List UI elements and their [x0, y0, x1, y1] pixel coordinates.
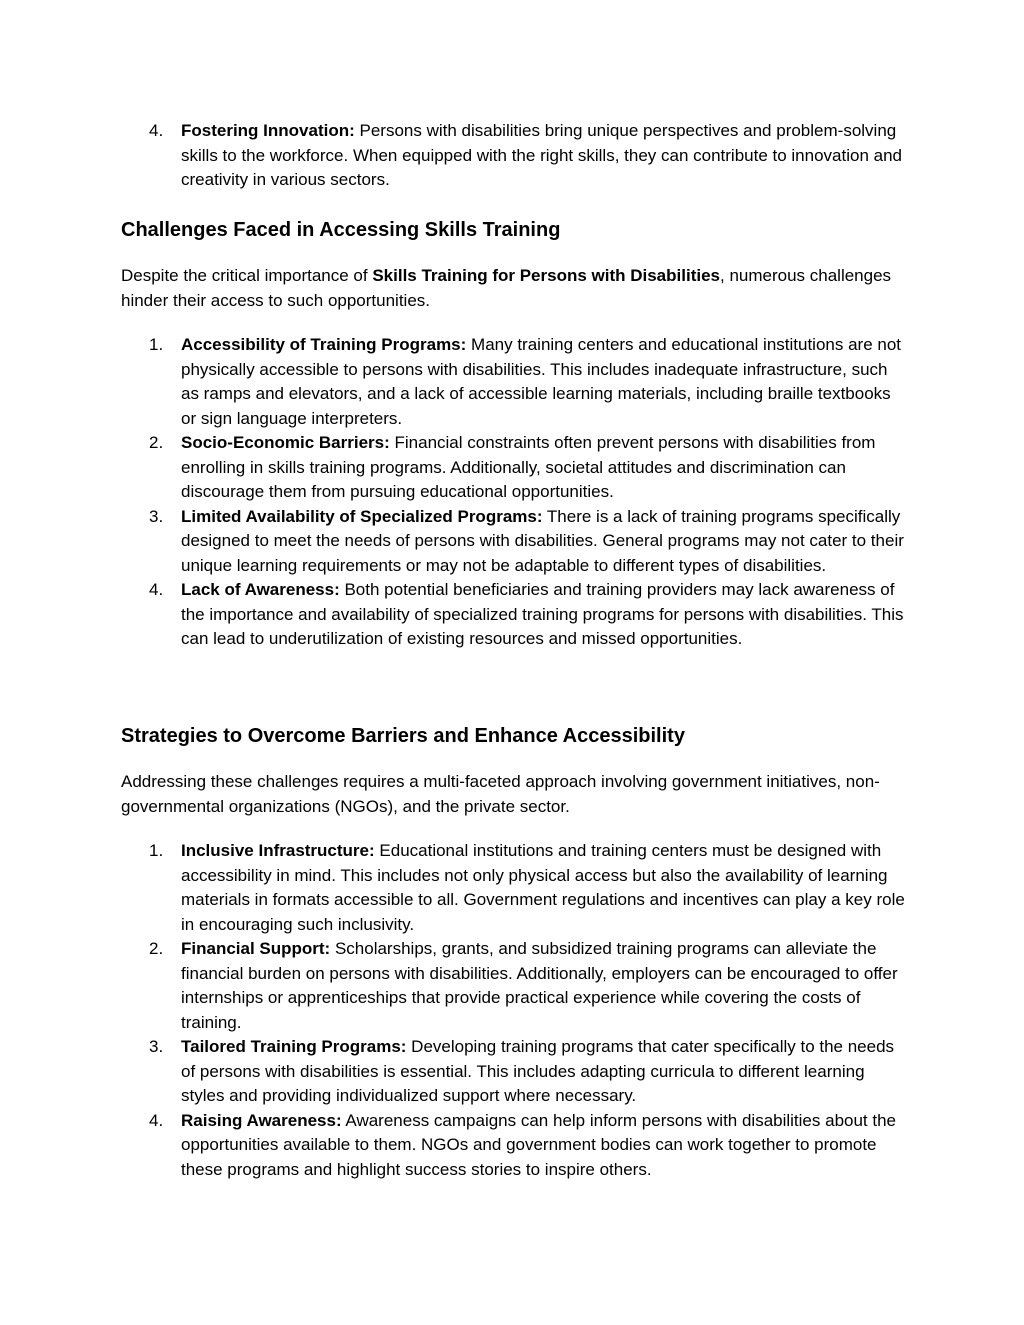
list-item-number: 2. — [149, 433, 164, 452]
list-item-number: 2. — [149, 939, 164, 958]
list-item-number: 1. — [149, 841, 164, 860]
list-item — [0, 937, 905, 1035]
list-item-text: Both potential beneficiaries and training providers may lack awareness of the importance and availability of specialized training programs for persons with disabilities. This can lead to underutilization of existing resources and missed opportunities. — [181, 580, 904, 648]
list-item-number: 3. — [149, 506, 164, 526]
list-item-title: Inclusive Infrastructure: — [181, 841, 375, 860]
list-item — [0, 1109, 905, 1183]
list-item-text: Awareness campaigns can help inform persons with disabilities about the opportunities available to them. NGOs and government bodies can work together to promote these programs and highlight success stories to inspire others. — [181, 1110, 897, 1179]
challenges-intro-bold: Skills Training for Persons with Disabilities — [372, 266, 720, 285]
list-item-number: 4. — [149, 121, 164, 140]
strategies-list — [0, 839, 905, 1182]
list-item-number: 1. — [149, 335, 164, 354]
list-item — [0, 1035, 905, 1109]
continued-benefits-list — [0, 119, 905, 193]
list-item-title: Raising Awareness: — [181, 1110, 342, 1130]
list-item-title: Tailored Training Programs: — [181, 1037, 407, 1056]
list-item-title: Accessibility of Training Programs: — [181, 335, 467, 354]
challenges-list — [0, 333, 905, 652]
list-item-title: Fostering Innovation: — [181, 121, 355, 140]
challenges-intro-after: , numerous challenges hinder their access to such opportunities. — [121, 266, 892, 310]
list-item — [0, 505, 905, 579]
list-item-text: Many training centers and educational institutions are not physically accessible to persons with disabilities. This includes inadequate infrastructure, such as ramps and elevators, and a lack of accessible learning materials, including braille textbooks or sign language interpreters. — [181, 335, 902, 428]
list-item-text: Financial constraints often prevent persons with disabilities from enrolling in skills training programs. Additionally, societal attitudes and discrimination can discourage them from pursuing educational opportunities. — [181, 433, 876, 501]
strategies-intro: Addressing these challenges requires a multi-faceted approach involving government initiatives, non-governmental organizations (NGOs), and the private sector. — [121, 772, 880, 816]
list-item-text: Persons with disabilities bring unique perspectives and problem-solving skills to the workforce. When equipped with the right skills, they can contribute to innovation and creativity in various sectors. — [181, 121, 902, 189]
list-item — [0, 839, 905, 937]
challenges-intro — [121, 264, 911, 313]
challenges-heading: Challenges Faced in Accessing Skills Training — [121, 219, 561, 241]
list-item-title: Financial Support: — [181, 939, 331, 958]
list-item — [0, 333, 905, 431]
challenges-intro-before: Despite the critical importance of — [121, 266, 373, 285]
list-item — [0, 578, 905, 652]
list-item-title: Lack of Awareness: — [181, 580, 340, 599]
list-item-text: There is a lack of training programs specifically designed to meet the needs of persons with disabilities. General programs may not cater to their unique learning requirements or may not be adaptable to different types of disabilities. — [181, 506, 904, 575]
list-item — [0, 119, 905, 193]
list-item-number: 4. — [149, 1110, 164, 1130]
list-item-number: 3. — [149, 1037, 164, 1056]
list-item-title: Limited Availability of Specialized Programs: — [181, 506, 543, 526]
strategies-heading: Strategies to Overcome Barriers and Enhance Accessibility — [121, 725, 685, 747]
list-item-text: Developing training programs that cater specifically to the needs of persons with disabilities is essential. This includes adapting curricula to different learning styles and providing individualized support where necessary. — [181, 1037, 895, 1105]
list-item-title: Socio-Economic Barriers: — [181, 433, 390, 452]
list-item-text: Educational institutions and training centers must be designed with accessibility in mind. This includes not only physical access but also the availability of learning materials in formats accessible to all. Government regulations and incentives can play a key role in encouraging such inclusivity. — [181, 841, 905, 934]
list-item-text: Scholarships, grants, and subsidized training programs can alleviate the financial burden on persons with disabilities. Additionally, employers can be encouraged to offer internships or apprenticeships that provide practical experience while covering the costs of training. — [181, 939, 898, 1032]
list-item — [0, 431, 905, 505]
list-item-number: 4. — [149, 580, 164, 599]
